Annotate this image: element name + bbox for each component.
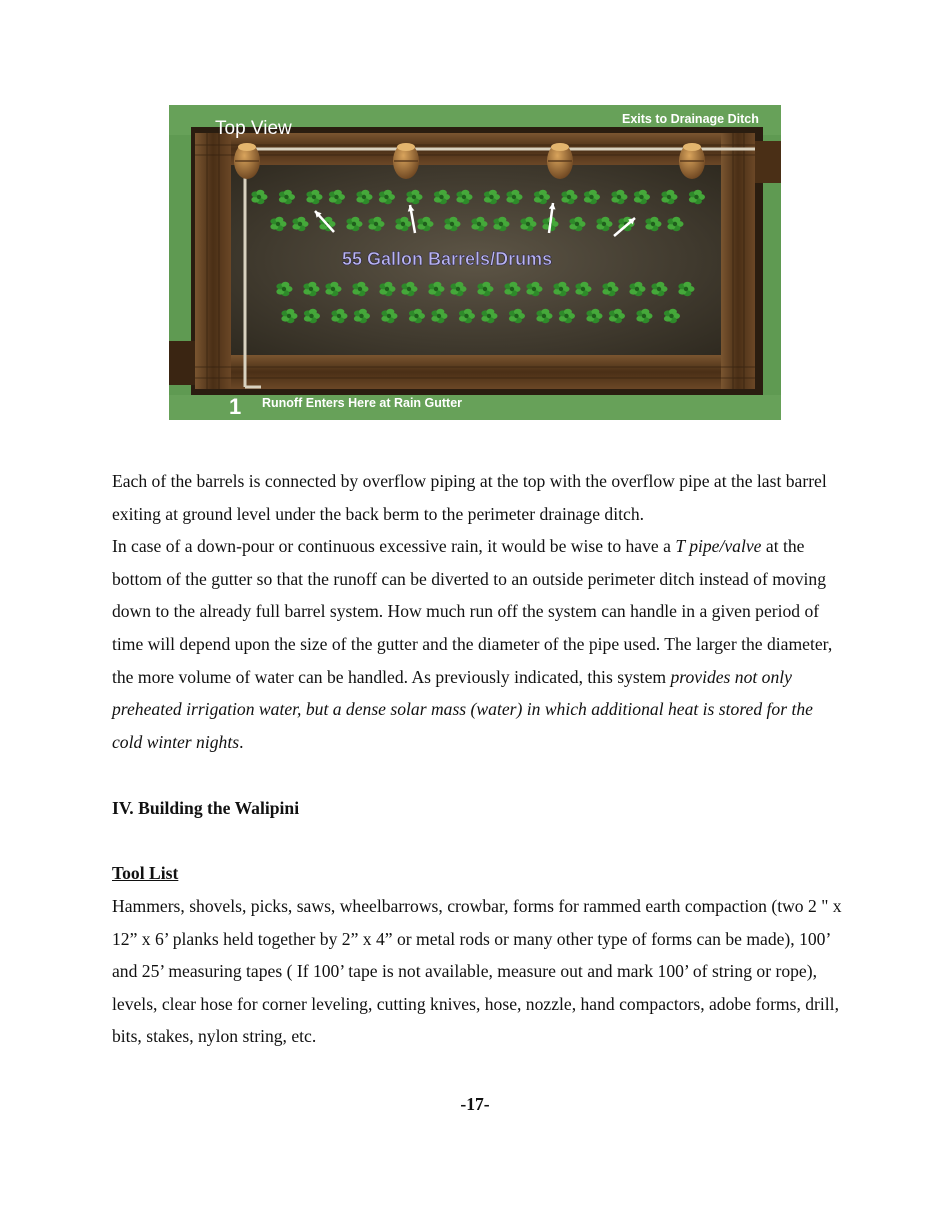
barrel-4 [679,143,705,179]
front-wall [195,355,755,389]
inlet-label: Runoff Enters Here at Rain Gutter [262,396,463,410]
barrel-2 [393,143,419,179]
figure-title: Top View [215,118,292,139]
barrel-3 [547,143,573,179]
paragraph-runoff: In case of a down-pour or continuous excessive rain, it would be wise to have a T pipe/valve at the bottom of the gutter so that the runoff can be diverted to an outside perimeter ditch instead of moving down to the already full barrel system. How much run off the system can handle in a given period of time will depend upon the size of the gutter and the diameter of the pipe used. The larger the diameter, the more volume of water can be handled. As previously indicated, this system provides not only preheated irrigation water, but a dense solar mass (water) in which additional heat is stored for the cold winter nights. [112,536,833,752]
exit-label: Exits to Drainage Ditch [622,112,759,126]
section-heading: IV. Building the Walipini [112,798,300,818]
exit-channel [755,141,781,183]
tool-list-heading: Tool List [112,863,179,883]
inlet-number: 1 [229,394,242,419]
barrel-1 [234,143,260,179]
entrance-channel [169,341,195,385]
top-view-illustration [169,105,781,420]
tool-list-text: Hammers, shovels, picks, saws, wheelbarrows, crowbar, forms for rammed earth compaction (two 2 " x 12” x 6’ planks held together by 2” x 4” or metal rods or many other type of forms can be made), 100’ and 25’ measuring tapes ( If 100’ tape is not available, measure out and mark 100’ of string or rope), levels, clear hose for corner leveling, cutting knives, hose, nozzle, hand compactors, adobe forms, drill, bits, stakes, nylon string, etc. [112,896,842,1047]
body-paragraphs [112,465,842,758]
walipini-top-view-figure [169,105,781,420]
left-wall [195,133,231,389]
paragraph-overflow-piping: Each of the barrels is connected by overflow piping at the top with the overflow pipe at the last barrel exiting at ground level under the back berm to the perimeter drainage ditch. [112,471,827,524]
page-number: -17- [460,1094,490,1114]
right-wall [721,133,755,389]
barrels-label: 55 Gallon Barrels/Drums [342,249,553,269]
